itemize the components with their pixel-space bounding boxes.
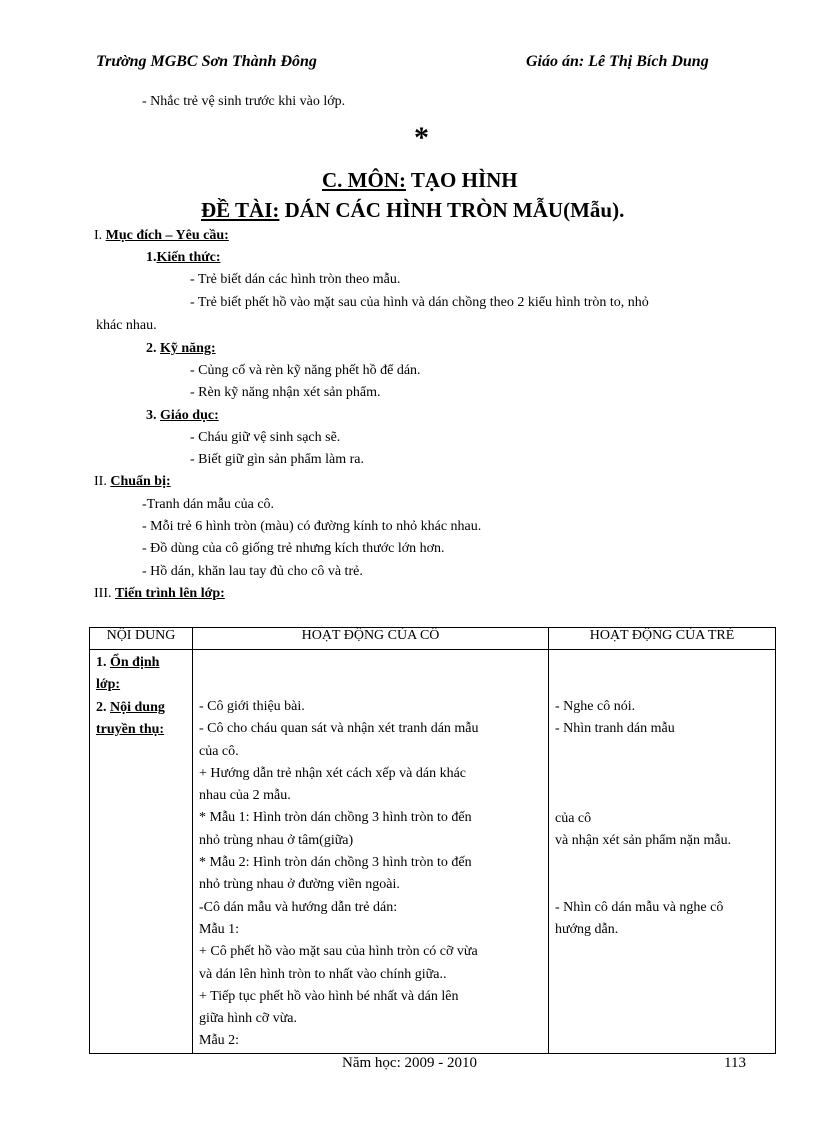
author-name: Giáo án: Lê Thị Bích Dung [526,53,709,70]
knowledge-title: Kiến thức: [156,250,221,265]
child-line: hướng dẫn. [555,922,619,938]
content-line: truyền thụ: [96,721,165,737]
teacher-line: Mẫu 2: [199,1033,240,1049]
knowledge-heading [146,250,221,266]
teacher-line: * Mẫu 2: Hình tròn dán chồng 3 hình tròn to đến [199,855,472,871]
education-title: Giáo dục: [160,408,219,423]
knowledge-item: - Trẻ biết phết hồ vào mặt sau của hình và dán chồng theo 2 kiểu hình tròn to, nhỏ [190,295,649,310]
header-teacher-activity: HOẠT ĐỘNG CỦA CÔ [193,628,549,650]
skills-item: - Rèn kỹ năng nhận xét sản phẩm. [190,385,381,400]
education-item: - Cháu giữ vệ sinh sạch sẽ. [190,430,341,445]
education-heading [146,408,219,424]
section-1-heading [94,228,229,244]
topic-heading [201,198,624,223]
knowledge-number: 1. [146,250,157,265]
teacher-line: Mẫu 1: [199,921,240,937]
content-cell [90,650,193,1054]
teacher-line: * Mẫu 1: Hình tròn dán chồng 3 hình tròn to đến [199,810,472,826]
section-3-heading [94,586,225,602]
content-line: lớp: [96,677,121,693]
school-name: Trường MGBC Sơn Thành Đông [96,53,317,70]
section-3-number: III. [94,586,112,601]
content-line: 2. Nội dung [96,699,165,715]
table-header-row [90,628,776,650]
teacher-line: -Cô dán mẫu và hướng dẫn trẻ dán: [199,899,398,915]
page-number: 113 [724,1055,746,1071]
star-icon: * [414,121,429,154]
section-2-heading [94,474,171,490]
prep-item: - Mỗi trẻ 6 hình tròn (màu) có đường kính to nhỏ khác nhau. [142,519,482,534]
section-1-number: I. [94,228,103,243]
knowledge-item: - Trẻ biết dán các hình tròn theo mẫu. [190,272,401,287]
skills-title: Kỹ năng: [160,341,216,356]
skills-heading [146,341,216,357]
child-activity-cell [549,650,776,1054]
subject-label: C. MÔN: [322,168,406,192]
content-line: 1. Ổn định [96,655,160,670]
section-2-number: II. [94,474,107,489]
prep-item: -Tranh dán mẫu của cô. [142,497,275,512]
teacher-activity-cell [193,650,549,1054]
teacher-line: nhau của 2 mẫu. [199,788,291,804]
subject-heading [322,168,518,193]
child-line: và nhận xét sản phẩm nặn mẫu. [555,832,732,848]
prep-item: - Đồ dùng của cô giống trẻ nhưng kích thước lớn hơn. [142,541,445,556]
section-1-title: Mục đích – Yêu cầu: [105,228,229,243]
child-line: - Nhìn cô dán mẫu và nghe cô [555,900,724,916]
intro-line: - Nhắc trẻ vệ sinh trước khi vào lớp. [142,94,346,109]
education-item: - Biết giữ gìn sản phẩm làm ra. [190,452,364,467]
lesson-plan-table [89,627,776,1054]
teacher-line: - Cô giới thiệu bài. [199,699,305,714]
teacher-line: nhỏ trùng nhau ở đường viền ngoài. [199,877,400,893]
header-content: NỘI DUNG [90,628,193,650]
child-line: - Nhìn tranh dán mẫu [555,721,675,737]
teacher-line: của cô. [199,743,239,759]
teacher-line: + Cô phết hồ vào mặt sau của hình tròn có cỡ vừa [199,944,478,960]
subject-value: TẠO HÌNH [410,168,518,192]
skills-number: 2. [146,341,157,356]
teacher-line: + Tiếp tục phết hồ vào hình bé nhất và dán lên [199,988,459,1004]
header-child-activity: HOẠT ĐỘNG CỦA TRẺ [549,628,776,650]
teacher-line: + Hướng dẫn trẻ nhận xét cách xếp và dán khác [199,765,467,781]
prep-item: - Hồ dán, khăn lau tay đủ cho cô và trẻ. [142,564,363,579]
topic-value: DÁN CÁC HÌNH TRÒN MẪU(Mẫu). [284,198,625,222]
skills-item: - Củng cố và rèn kỹ năng phết hồ để dán. [190,363,421,378]
teacher-line: và dán lên hình tròn to nhất vào chính giữa.. [199,966,447,982]
table-row [90,650,776,1054]
education-number: 3. [146,408,157,423]
content-text: Nội dung [110,699,165,715]
child-line: - Nghe cô nói. [555,699,636,714]
content-text: Ổn định [110,655,160,670]
child-line: của cô [555,810,592,826]
school-year: Năm học: 2009 - 2010 [342,1055,477,1071]
teacher-line: giữa hình cỡ vừa. [199,1011,297,1027]
teacher-line: - Cô cho cháu quan sát và nhận xét tranh dán mẫu [199,721,479,737]
knowledge-item: khác nhau. [96,318,157,333]
section-3-title: Tiến trình lên lớp: [115,586,225,601]
section-2-title: Chuẩn bị: [110,474,171,489]
teacher-line: nhỏ trùng nhau ở tâm(giữa) [199,832,354,848]
topic-label: ĐỀ TÀI: [201,198,280,222]
